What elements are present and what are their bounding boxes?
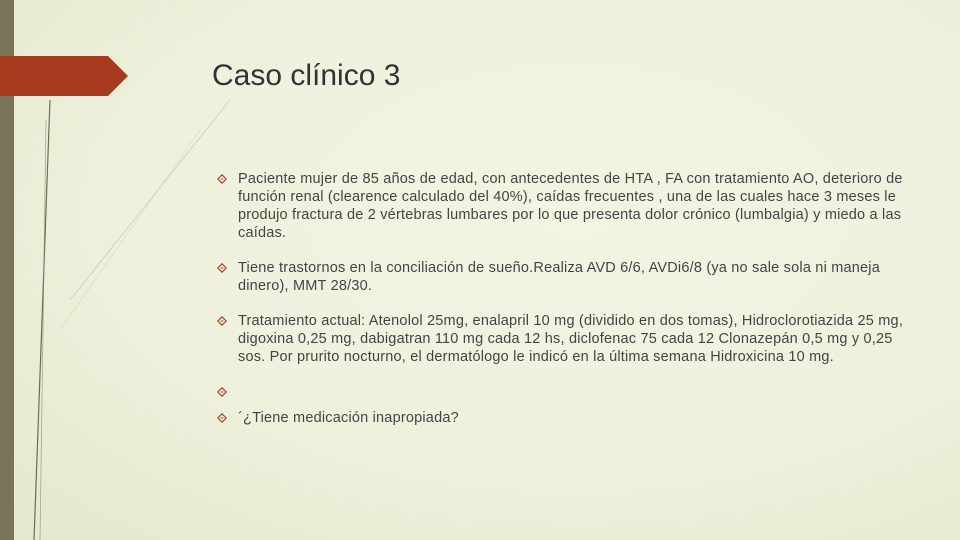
bullet-item-empty (215, 383, 905, 401)
slide-title: Caso clínico 3 (212, 59, 401, 92)
bullet-text: Paciente mujer de 85 años de edad, con antecedentes de HTA , FA con tratamiento AO, deterioro de función renal (clearence calculado del 40%), caídas frecuentes , una de las cuales hace 3 meses le produjo fractura de 2 vértebras lumbares por lo que presenta dolor crónico (lumbalgia) y miedo a las caídas. (238, 171, 903, 241)
title-accent-arrow (0, 56, 128, 96)
bullet-item (215, 170, 905, 242)
diamond-bullet-icon (217, 316, 227, 326)
bullet-item (215, 312, 905, 366)
bullet-item (215, 259, 905, 295)
diamond-bullet-icon (217, 413, 227, 423)
bullet-text: Tiene trastornos en la conciliación de sueño.Realiza AVD 6/6, AVDi6/8 (ya no sale sola ni maneja dinero), MMT 28/30. (238, 260, 880, 294)
diamond-bullet-icon (217, 174, 227, 184)
bullet-text: ´¿Tiene medicación inapropiada? (238, 410, 459, 426)
diamond-bullet-icon (217, 387, 227, 397)
slide-content (215, 170, 905, 444)
diamond-bullet-icon (217, 263, 227, 273)
bullet-text: Tratamiento actual: Atenolol 25mg, enalapril 10 mg (dividido en dos tomas), Hidroclorotiazida 25 mg, digoxina 0,25 mg, dabigatran 110 mg cada 12 hs, diclofenac 75 cada 12 Clonazepán 0,5 mg y 0,25 sos. Por prurito nocturno, el dermatólogo le indicó en la última semana Hidroxicina 10 mg. (238, 313, 904, 365)
bullet-item (215, 409, 905, 427)
